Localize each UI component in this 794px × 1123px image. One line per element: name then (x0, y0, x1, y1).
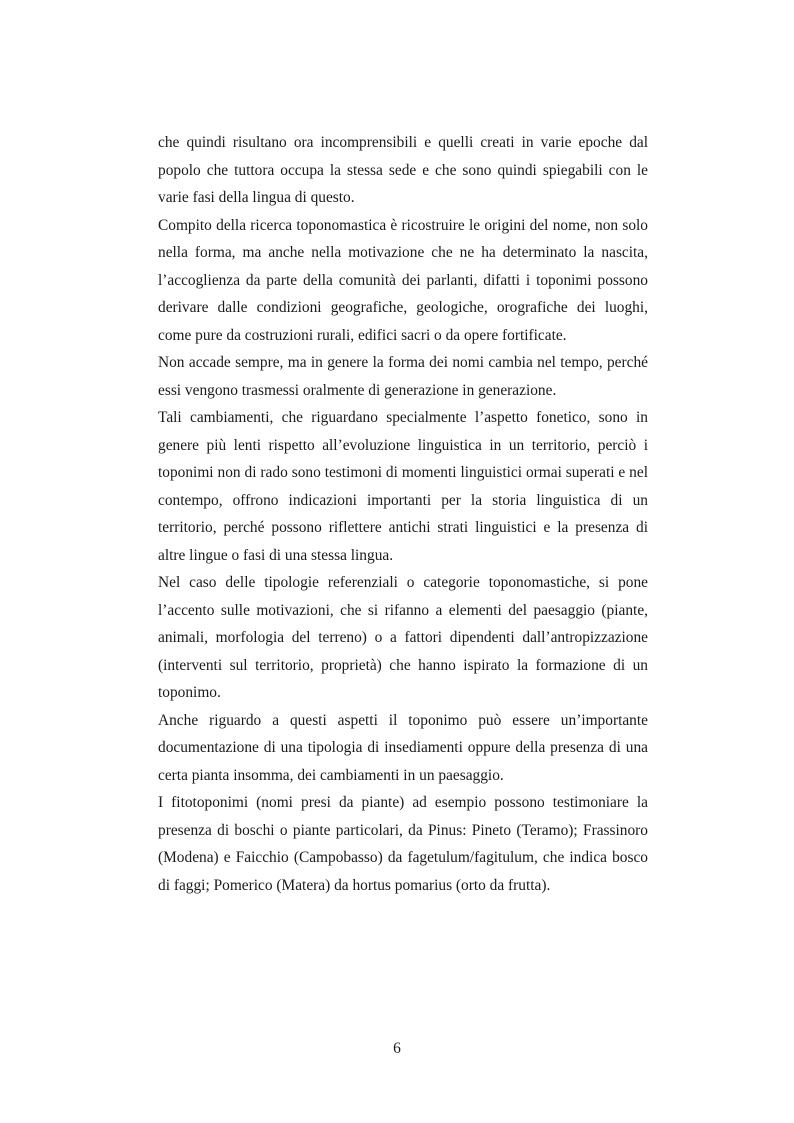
paragraph: Non accade sempre, ma in genere la forma dei nomi cambia nel tempo, perché essi vengono trasmessi oralmente di generazione in generazione. (158, 354, 648, 399)
body-text (158, 129, 648, 899)
paragraph: Tali cambiamenti, che riguardano specialmente l’aspetto fonetico, sono in genere più lenti rispetto all’evoluzione linguistica in un territorio, perciò i toponimi non di rado sono testimoni di momenti linguistici ormai superati e nel contempo, offrono indicazioni importanti per la storia linguistica di un territorio, perché possono riflettere antichi strati linguistici e la presenza di altre lingue o fasi di una stessa lingua. (158, 409, 648, 564)
paragraph: Compito della ricerca toponomastica è ricostruire le origini del nome, non solo nella forma, ma anche nella motivazione che ne ha determinato la nascita, l’accoglienza da parte della comunità dei parlanti, difatti i toponimi possono derivare dalle condizioni geografiche, geologiche, orografiche dei luoghi, come pure da costruzioni rurali, edifici sacri o da opere fortificate. (158, 216, 648, 344)
paragraph: che quindi risultano ora incomprensibili e quelli creati in varie epoche dal popolo che tuttora occupa la stessa sede e che sono quindi spiegabili con le varie fasi della lingua di questo. (158, 134, 648, 206)
paragraph: I fitotoponimi (nomi presi da piante) ad esempio possono testimoniare la presenza di boschi o piante particolari, da Pinus: Pineto (Teramo); Frassinoro (Modena) e Faicchio (Campobasso) da fagetulum/fagitulum, che indica bosco di faggi; Pomerico (Matera) da hortus pomarius (orto da frutta). (158, 794, 648, 894)
paragraph: Nel caso delle tipologie referenziali o categorie toponomastiche, si pone l’accento sulle motivazioni, che si rifanno a elementi del paesaggio (piante, animali, morfologia del terreno) o a fattori dipendenti dall’antropizzazione (interventi sul territorio, proprietà) che hanno ispirato la formazione di un toponimo. (158, 574, 648, 701)
page-number: 6 (393, 1040, 401, 1057)
paragraph: Anche riguardo a questi aspetti il toponimo può essere un’importante documentazione di una tipologia di insediamenti oppure della presenza di una certa pianta insomma, dei cambiamenti in un paesaggio. (158, 711, 648, 784)
